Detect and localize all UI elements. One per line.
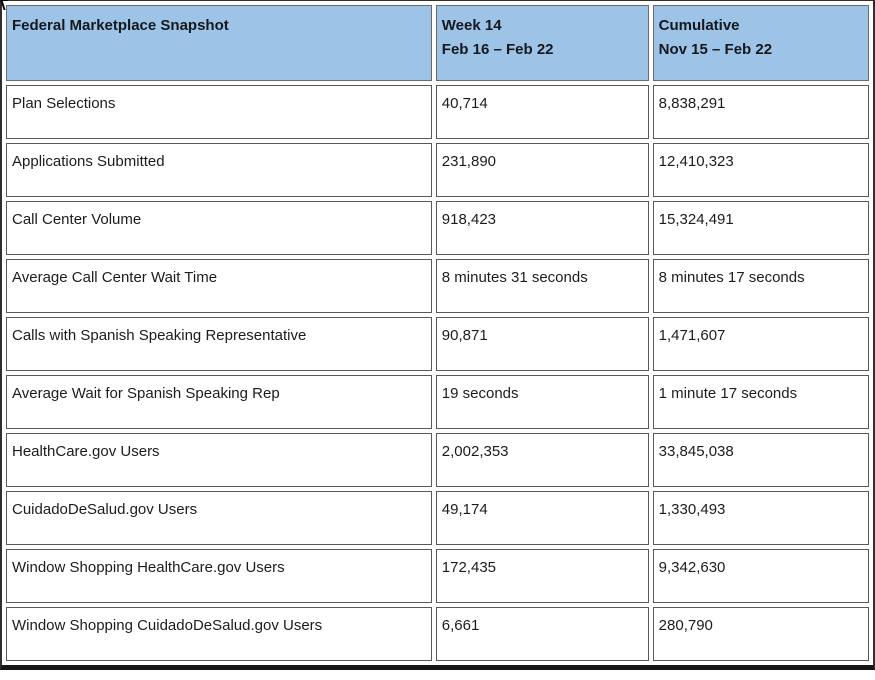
cumulative-value: 12,410,323	[653, 143, 869, 197]
table-row	[6, 259, 869, 313]
week-value: 8 minutes 31 seconds	[436, 259, 649, 313]
cumulative-value: 280,790	[653, 607, 869, 661]
metric-label: HealthCare.gov Users	[6, 433, 432, 487]
week-value: 40,714	[436, 85, 649, 139]
table-row	[6, 317, 869, 371]
header-cell-metric	[6, 5, 432, 81]
metric-label: Applications Submitted	[6, 143, 432, 197]
cumulative-value: 8 minutes 17 seconds	[653, 259, 869, 313]
week-value: 19 seconds	[436, 375, 649, 429]
table-body	[6, 85, 869, 661]
table-title: Federal Marketplace Snapshot	[12, 17, 229, 34]
week-header-line2: Feb 16 – Feb 22	[441, 41, 554, 58]
table-row	[6, 549, 869, 603]
metric-label: CuidadoDeSalud.gov Users	[6, 491, 432, 545]
metric-label: Calls with Spanish Speaking Representative	[6, 317, 432, 371]
table-row	[6, 85, 869, 139]
metric-label: Plan Selections	[6, 85, 432, 139]
header-cell-cumulative	[653, 5, 869, 81]
cumulative-header-line1: Cumulative	[658, 17, 740, 34]
table-row	[6, 201, 869, 255]
metric-label: Average Call Center Wait Time	[6, 259, 432, 313]
header-row	[6, 5, 869, 81]
week-value: 6,661	[436, 607, 649, 661]
table-row	[6, 375, 869, 429]
week-value: 49,174	[436, 491, 649, 545]
cumulative-value: 15,324,491	[653, 201, 869, 255]
table-row	[6, 143, 869, 197]
table-header	[6, 5, 869, 81]
week-value: 90,871	[436, 317, 649, 371]
metric-label: Average Wait for Spanish Speaking Rep	[6, 375, 432, 429]
cumulative-value: 9,342,630	[653, 549, 869, 603]
cumulative-value: 1,471,607	[653, 317, 869, 371]
week-value: 231,890	[436, 143, 649, 197]
week-value: 172,435	[436, 549, 649, 603]
table-row	[6, 491, 869, 545]
header-cell-week	[436, 5, 649, 81]
week-value: 918,423	[436, 201, 649, 255]
metric-label: Call Center Volume	[6, 201, 432, 255]
week-header-line1: Week 14	[441, 17, 502, 34]
week-value: 2,002,353	[436, 433, 649, 487]
cumulative-value: 1 minute 17 seconds	[653, 375, 869, 429]
cumulative-header-line2: Nov 15 – Feb 22	[658, 41, 773, 58]
metric-label: Window Shopping HealthCare.gov Users	[6, 549, 432, 603]
cumulative-value: 1,330,493	[653, 491, 869, 545]
federal-marketplace-snapshot-table	[2, 1, 873, 665]
cumulative-value: 8,838,291	[653, 85, 869, 139]
table-row	[6, 433, 869, 487]
cumulative-value: 33,845,038	[653, 433, 869, 487]
table-row	[6, 607, 869, 661]
metric-label: Window Shopping CuidadoDeSalud.gov Users	[6, 607, 432, 661]
